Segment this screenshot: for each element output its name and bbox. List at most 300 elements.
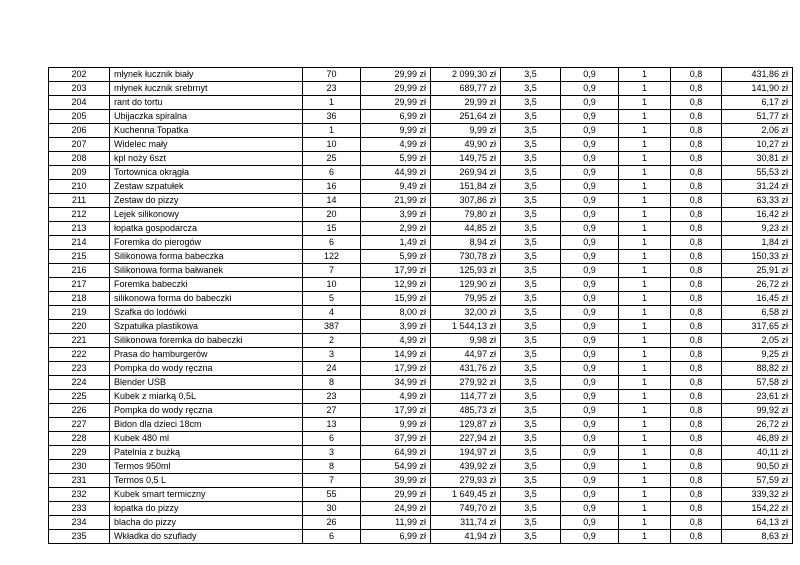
cell-row-number[interactable]: 214 [49, 236, 110, 250]
cell-row-number[interactable]: 223 [49, 362, 110, 376]
cell-product-name[interactable]: blacha do pizzy [110, 516, 303, 530]
cell-total-value[interactable]: 149,75 zł [431, 152, 501, 166]
cell-product-name[interactable]: Foremka do pierogów [110, 236, 303, 250]
cell-factor-b[interactable]: 0,9 [561, 222, 619, 236]
cell-quantity[interactable]: 8 [303, 376, 361, 390]
cell-total-value[interactable]: 79,80 zł [431, 208, 501, 222]
cell-product-name[interactable]: Pompka do wody ręczna [110, 362, 303, 376]
cell-total-value[interactable]: 311,74 zł [431, 516, 501, 530]
cell-row-number[interactable]: 235 [49, 530, 110, 544]
cell-factor-d[interactable]: 0,8 [671, 292, 722, 306]
cell-factor-d[interactable]: 0,8 [671, 278, 722, 292]
cell-unit-price[interactable]: 29,99 zł [361, 488, 431, 502]
cell-quantity[interactable]: 6 [303, 236, 361, 250]
cell-quantity[interactable]: 26 [303, 516, 361, 530]
cell-factor-c[interactable]: 1 [619, 334, 671, 348]
cell-product-name[interactable]: Kubek z miarką 0,5L [110, 390, 303, 404]
cell-unit-price[interactable]: 44,99 zł [361, 166, 431, 180]
cell-factor-d[interactable]: 0,8 [671, 152, 722, 166]
cell-result-value[interactable]: 57,59 zł [722, 474, 793, 488]
cell-unit-price[interactable]: 4,99 zł [361, 334, 431, 348]
cell-factor-d[interactable]: 0,8 [671, 110, 722, 124]
cell-product-name[interactable]: Prasa do hamburgerów [110, 348, 303, 362]
cell-factor-b[interactable]: 0,9 [561, 250, 619, 264]
cell-product-name[interactable]: Kubek smart termiczny [110, 488, 303, 502]
cell-factor-a[interactable]: 3,5 [501, 320, 561, 334]
cell-total-value[interactable]: 151,84 zł [431, 180, 501, 194]
cell-factor-b[interactable]: 0,9 [561, 166, 619, 180]
cell-result-value[interactable]: 63,33 zł [722, 194, 793, 208]
cell-product-name[interactable]: Silikonowa forma babeczka [110, 250, 303, 264]
cell-total-value[interactable]: 32,00 zł [431, 306, 501, 320]
cell-product-name[interactable]: Kuchenna Topatka [110, 124, 303, 138]
cell-total-value[interactable]: 125,93 zł [431, 264, 501, 278]
cell-row-number[interactable]: 233 [49, 502, 110, 516]
cell-factor-a[interactable]: 3,5 [501, 390, 561, 404]
cell-factor-d[interactable]: 0,8 [671, 432, 722, 446]
cell-total-value[interactable]: 2 099,30 zł [431, 68, 501, 82]
cell-factor-d[interactable]: 0,8 [671, 166, 722, 180]
cell-factor-c[interactable]: 1 [619, 124, 671, 138]
cell-row-number[interactable]: 213 [49, 222, 110, 236]
cell-factor-a[interactable]: 3,5 [501, 180, 561, 194]
cell-row-number[interactable]: 225 [49, 390, 110, 404]
cell-factor-b[interactable]: 0,9 [561, 152, 619, 166]
cell-row-number[interactable]: 207 [49, 138, 110, 152]
cell-total-value[interactable]: 279,93 zł [431, 474, 501, 488]
cell-factor-d[interactable]: 0,8 [671, 516, 722, 530]
cell-product-name[interactable]: Blender USB [110, 376, 303, 390]
cell-unit-price[interactable]: 3,99 zł [361, 208, 431, 222]
cell-factor-a[interactable]: 3,5 [501, 446, 561, 460]
cell-total-value[interactable]: 79,95 zł [431, 292, 501, 306]
cell-factor-c[interactable]: 1 [619, 208, 671, 222]
cell-product-name[interactable]: Szafka do lodówki [110, 306, 303, 320]
cell-row-number[interactable]: 212 [49, 208, 110, 222]
cell-row-number[interactable]: 215 [49, 250, 110, 264]
cell-quantity[interactable]: 25 [303, 152, 361, 166]
cell-product-name[interactable]: Pompka do wody ręczna [110, 404, 303, 418]
cell-total-value[interactable]: 689,77 zł [431, 82, 501, 96]
cell-total-value[interactable]: 431,76 zł [431, 362, 501, 376]
cell-factor-a[interactable]: 3,5 [501, 460, 561, 474]
cell-factor-a[interactable]: 3,5 [501, 306, 561, 320]
cell-unit-price[interactable]: 11,99 zł [361, 516, 431, 530]
cell-factor-b[interactable]: 0,9 [561, 418, 619, 432]
cell-quantity[interactable]: 3 [303, 446, 361, 460]
cell-unit-price[interactable]: 8,00 zł [361, 306, 431, 320]
cell-quantity[interactable]: 3 [303, 348, 361, 362]
cell-row-number[interactable]: 221 [49, 334, 110, 348]
cell-factor-b[interactable]: 0,9 [561, 432, 619, 446]
cell-factor-b[interactable]: 0,9 [561, 502, 619, 516]
cell-factor-b[interactable]: 0,9 [561, 320, 619, 334]
cell-factor-a[interactable]: 3,5 [501, 348, 561, 362]
cell-product-name[interactable]: Zestaw szpatułek [110, 180, 303, 194]
cell-factor-d[interactable]: 0,8 [671, 250, 722, 264]
cell-factor-c[interactable]: 1 [619, 306, 671, 320]
cell-factor-c[interactable]: 1 [619, 474, 671, 488]
cell-result-value[interactable]: 10,27 zł [722, 138, 793, 152]
cell-product-name[interactable]: Silikonowa foremka do babeczki [110, 334, 303, 348]
cell-total-value[interactable]: 307,86 zł [431, 194, 501, 208]
cell-factor-c[interactable]: 1 [619, 502, 671, 516]
cell-unit-price[interactable]: 2,99 zł [361, 222, 431, 236]
cell-factor-c[interactable]: 1 [619, 194, 671, 208]
cell-product-name[interactable]: łopatka gospodarcza [110, 222, 303, 236]
cell-factor-d[interactable]: 0,8 [671, 362, 722, 376]
cell-factor-b[interactable]: 0,9 [561, 138, 619, 152]
cell-product-name[interactable]: Widelec mały [110, 138, 303, 152]
cell-unit-price[interactable]: 1,49 zł [361, 236, 431, 250]
cell-result-value[interactable]: 64,13 zł [722, 516, 793, 530]
cell-quantity[interactable]: 6 [303, 432, 361, 446]
cell-total-value[interactable]: 114,77 zł [431, 390, 501, 404]
cell-unit-price[interactable]: 29,99 zł [361, 82, 431, 96]
cell-factor-c[interactable]: 1 [619, 82, 671, 96]
cell-total-value[interactable]: 41,94 zł [431, 530, 501, 544]
cell-quantity[interactable]: 2 [303, 334, 361, 348]
cell-quantity[interactable]: 55 [303, 488, 361, 502]
cell-factor-d[interactable]: 0,8 [671, 264, 722, 278]
cell-row-number[interactable]: 227 [49, 418, 110, 432]
cell-row-number[interactable]: 203 [49, 82, 110, 96]
cell-factor-b[interactable]: 0,9 [561, 82, 619, 96]
cell-factor-d[interactable]: 0,8 [671, 502, 722, 516]
cell-factor-c[interactable]: 1 [619, 152, 671, 166]
cell-result-value[interactable]: 6,17 zł [722, 96, 793, 110]
cell-factor-b[interactable]: 0,9 [561, 306, 619, 320]
cell-total-value[interactable]: 44,85 zł [431, 222, 501, 236]
cell-factor-a[interactable]: 3,5 [501, 516, 561, 530]
cell-quantity[interactable]: 4 [303, 306, 361, 320]
cell-quantity[interactable]: 30 [303, 502, 361, 516]
cell-factor-b[interactable]: 0,9 [561, 110, 619, 124]
cell-unit-price[interactable]: 3,99 zł [361, 320, 431, 334]
cell-total-value[interactable]: 749,70 zł [431, 502, 501, 516]
cell-row-number[interactable]: 208 [49, 152, 110, 166]
cell-unit-price[interactable]: 5,99 zł [361, 152, 431, 166]
cell-factor-a[interactable]: 3,5 [501, 208, 561, 222]
cell-factor-d[interactable]: 0,8 [671, 348, 722, 362]
cell-factor-b[interactable]: 0,9 [561, 180, 619, 194]
cell-unit-price[interactable]: 4,99 zł [361, 138, 431, 152]
cell-row-number[interactable]: 206 [49, 124, 110, 138]
cell-factor-a[interactable]: 3,5 [501, 250, 561, 264]
cell-row-number[interactable]: 232 [49, 488, 110, 502]
cell-quantity[interactable]: 16 [303, 180, 361, 194]
cell-result-value[interactable]: 40,11 zł [722, 446, 793, 460]
cell-factor-c[interactable]: 1 [619, 488, 671, 502]
cell-factor-d[interactable]: 0,8 [671, 418, 722, 432]
cell-factor-a[interactable]: 3,5 [501, 376, 561, 390]
cell-factor-d[interactable]: 0,8 [671, 208, 722, 222]
cell-factor-c[interactable]: 1 [619, 96, 671, 110]
cell-factor-c[interactable]: 1 [619, 138, 671, 152]
cell-factor-c[interactable]: 1 [619, 250, 671, 264]
cell-factor-a[interactable]: 3,5 [501, 362, 561, 376]
cell-factor-b[interactable]: 0,9 [561, 348, 619, 362]
cell-total-value[interactable]: 194,97 zł [431, 446, 501, 460]
cell-total-value[interactable]: 129,90 zł [431, 278, 501, 292]
cell-result-value[interactable]: 150,33 zł [722, 250, 793, 264]
cell-result-value[interactable]: 23,61 zł [722, 390, 793, 404]
cell-factor-a[interactable]: 3,5 [501, 432, 561, 446]
cell-unit-price[interactable]: 34,99 zł [361, 376, 431, 390]
cell-factor-c[interactable]: 1 [619, 278, 671, 292]
cell-quantity[interactable]: 23 [303, 82, 361, 96]
cell-unit-price[interactable]: 54,99 zł [361, 460, 431, 474]
cell-total-value[interactable]: 9,99 zł [431, 124, 501, 138]
cell-unit-price[interactable]: 15,99 zł [361, 292, 431, 306]
cell-factor-d[interactable]: 0,8 [671, 138, 722, 152]
cell-result-value[interactable]: 30,81 zł [722, 152, 793, 166]
cell-unit-price[interactable]: 17,99 zł [361, 362, 431, 376]
cell-total-value[interactable]: 29,99 zł [431, 96, 501, 110]
cell-factor-a[interactable]: 3,5 [501, 278, 561, 292]
cell-unit-price[interactable]: 39,99 zł [361, 474, 431, 488]
cell-quantity[interactable]: 36 [303, 110, 361, 124]
cell-factor-c[interactable]: 1 [619, 166, 671, 180]
cell-factor-b[interactable]: 0,9 [561, 264, 619, 278]
cell-row-number[interactable]: 230 [49, 460, 110, 474]
cell-quantity[interactable]: 15 [303, 222, 361, 236]
cell-quantity[interactable]: 387 [303, 320, 361, 334]
cell-row-number[interactable]: 210 [49, 180, 110, 194]
cell-result-value[interactable]: 88,82 zł [722, 362, 793, 376]
cell-factor-b[interactable]: 0,9 [561, 334, 619, 348]
cell-factor-c[interactable]: 1 [619, 68, 671, 82]
cell-factor-b[interactable]: 0,9 [561, 460, 619, 474]
cell-factor-d[interactable]: 0,8 [671, 320, 722, 334]
cell-product-name[interactable]: Tortownica okrągła [110, 166, 303, 180]
cell-result-value[interactable]: 51,77 zł [722, 110, 793, 124]
cell-unit-price[interactable]: 4,99 zł [361, 390, 431, 404]
cell-row-number[interactable]: 219 [49, 306, 110, 320]
cell-unit-price[interactable]: 64,99 zł [361, 446, 431, 460]
cell-factor-c[interactable]: 1 [619, 222, 671, 236]
cell-row-number[interactable]: 211 [49, 194, 110, 208]
cell-factor-b[interactable]: 0,9 [561, 488, 619, 502]
cell-result-value[interactable]: 2,06 zł [722, 124, 793, 138]
cell-product-name[interactable]: Patelnia z bużką [110, 446, 303, 460]
cell-product-name[interactable]: Ubijaczka spiralna [110, 110, 303, 124]
cell-factor-c[interactable]: 1 [619, 530, 671, 544]
cell-total-value[interactable]: 485,73 zł [431, 404, 501, 418]
cell-row-number[interactable]: 209 [49, 166, 110, 180]
cell-quantity[interactable]: 1 [303, 124, 361, 138]
cell-unit-price[interactable]: 37,99 zł [361, 432, 431, 446]
cell-quantity[interactable]: 7 [303, 264, 361, 278]
cell-row-number[interactable]: 220 [49, 320, 110, 334]
cell-result-value[interactable]: 46,89 zł [722, 432, 793, 446]
cell-result-value[interactable]: 16,42 zł [722, 208, 793, 222]
cell-factor-c[interactable]: 1 [619, 180, 671, 194]
cell-total-value[interactable]: 8,94 zł [431, 236, 501, 250]
cell-factor-a[interactable]: 3,5 [501, 292, 561, 306]
cell-factor-a[interactable]: 3,5 [501, 166, 561, 180]
cell-product-name[interactable]: młynek łucznik srebrnyt [110, 82, 303, 96]
cell-product-name[interactable]: kpl noży 6szt [110, 152, 303, 166]
cell-quantity[interactable]: 10 [303, 278, 361, 292]
cell-quantity[interactable]: 23 [303, 390, 361, 404]
cell-unit-price[interactable]: 17,99 zł [361, 404, 431, 418]
cell-result-value[interactable]: 25,91 zł [722, 264, 793, 278]
cell-product-name[interactable]: Termos 0,5 L [110, 474, 303, 488]
cell-result-value[interactable]: 26,72 zł [722, 418, 793, 432]
cell-quantity[interactable]: 20 [303, 208, 361, 222]
cell-product-name[interactable]: Zestaw do pizzy [110, 194, 303, 208]
cell-factor-a[interactable]: 3,5 [501, 530, 561, 544]
cell-factor-a[interactable]: 3,5 [501, 502, 561, 516]
cell-factor-a[interactable]: 3,5 [501, 488, 561, 502]
cell-factor-d[interactable]: 0,8 [671, 96, 722, 110]
cell-factor-b[interactable]: 0,9 [561, 236, 619, 250]
cell-factor-b[interactable]: 0,9 [561, 194, 619, 208]
cell-factor-a[interactable]: 3,5 [501, 264, 561, 278]
cell-row-number[interactable]: 205 [49, 110, 110, 124]
cell-quantity[interactable]: 6 [303, 166, 361, 180]
cell-factor-d[interactable]: 0,8 [671, 194, 722, 208]
cell-product-name[interactable]: Foremka babeczki [110, 278, 303, 292]
cell-unit-price[interactable]: 9,99 zł [361, 124, 431, 138]
cell-factor-d[interactable]: 0,8 [671, 236, 722, 250]
cell-factor-c[interactable]: 1 [619, 348, 671, 362]
cell-result-value[interactable]: 339,32 zł [722, 488, 793, 502]
cell-row-number[interactable]: 204 [49, 96, 110, 110]
cell-factor-a[interactable]: 3,5 [501, 222, 561, 236]
cell-factor-d[interactable]: 0,8 [671, 460, 722, 474]
cell-product-name[interactable]: silikonowa forma do babeczki [110, 292, 303, 306]
cell-unit-price[interactable]: 9,99 zł [361, 418, 431, 432]
cell-factor-d[interactable]: 0,8 [671, 82, 722, 96]
cell-result-value[interactable]: 141,90 zł [722, 82, 793, 96]
cell-factor-c[interactable]: 1 [619, 432, 671, 446]
cell-quantity[interactable]: 27 [303, 404, 361, 418]
cell-row-number[interactable]: 228 [49, 432, 110, 446]
cell-factor-c[interactable]: 1 [619, 460, 671, 474]
cell-product-name[interactable]: Wkładka do szuflady [110, 530, 303, 544]
cell-quantity[interactable]: 13 [303, 418, 361, 432]
cell-factor-d[interactable]: 0,8 [671, 68, 722, 82]
cell-row-number[interactable]: 222 [49, 348, 110, 362]
cell-quantity[interactable]: 70 [303, 68, 361, 82]
cell-quantity[interactable]: 6 [303, 530, 361, 544]
cell-factor-c[interactable]: 1 [619, 362, 671, 376]
cell-result-value[interactable]: 16,45 zł [722, 292, 793, 306]
cell-factor-d[interactable]: 0,8 [671, 530, 722, 544]
cell-factor-c[interactable]: 1 [619, 418, 671, 432]
cell-factor-c[interactable]: 1 [619, 320, 671, 334]
cell-quantity[interactable]: 14 [303, 194, 361, 208]
cell-total-value[interactable]: 269,94 zł [431, 166, 501, 180]
cell-factor-c[interactable]: 1 [619, 446, 671, 460]
cell-result-value[interactable]: 2,05 zł [722, 334, 793, 348]
cell-factor-c[interactable]: 1 [619, 404, 671, 418]
cell-total-value[interactable]: 439,92 zł [431, 460, 501, 474]
cell-row-number[interactable]: 217 [49, 278, 110, 292]
cell-quantity[interactable]: 122 [303, 250, 361, 264]
cell-factor-d[interactable]: 0,8 [671, 404, 722, 418]
cell-factor-d[interactable]: 0,8 [671, 488, 722, 502]
cell-factor-c[interactable]: 1 [619, 264, 671, 278]
cell-total-value[interactable]: 1 649,45 zł [431, 488, 501, 502]
cell-row-number[interactable]: 216 [49, 264, 110, 278]
cell-factor-a[interactable]: 3,5 [501, 152, 561, 166]
cell-result-value[interactable]: 431,86 zł [722, 68, 793, 82]
cell-factor-c[interactable]: 1 [619, 376, 671, 390]
cell-result-value[interactable]: 26,72 zł [722, 278, 793, 292]
cell-result-value[interactable]: 55,53 zł [722, 166, 793, 180]
cell-quantity[interactable]: 1 [303, 96, 361, 110]
cell-factor-b[interactable]: 0,9 [561, 516, 619, 530]
cell-factor-b[interactable]: 0,9 [561, 124, 619, 138]
cell-total-value[interactable]: 49,90 zł [431, 138, 501, 152]
cell-factor-c[interactable]: 1 [619, 110, 671, 124]
cell-factor-a[interactable]: 3,5 [501, 404, 561, 418]
cell-factor-a[interactable]: 3,5 [501, 194, 561, 208]
cell-unit-price[interactable]: 6,99 zł [361, 530, 431, 544]
cell-unit-price[interactable]: 9,49 zł [361, 180, 431, 194]
cell-factor-b[interactable]: 0,9 [561, 376, 619, 390]
cell-factor-d[interactable]: 0,8 [671, 334, 722, 348]
cell-factor-d[interactable]: 0,8 [671, 446, 722, 460]
cell-factor-d[interactable]: 0,8 [671, 222, 722, 236]
cell-factor-a[interactable]: 3,5 [501, 82, 561, 96]
cell-quantity[interactable]: 7 [303, 474, 361, 488]
cell-factor-b[interactable]: 0,9 [561, 446, 619, 460]
cell-factor-d[interactable]: 0,8 [671, 376, 722, 390]
cell-factor-d[interactable]: 0,8 [671, 180, 722, 194]
cell-factor-d[interactable]: 0,8 [671, 306, 722, 320]
cell-product-name[interactable]: Termos 950ml [110, 460, 303, 474]
cell-row-number[interactable]: 218 [49, 292, 110, 306]
cell-product-name[interactable]: łopatka do pizzy [110, 502, 303, 516]
cell-quantity[interactable]: 8 [303, 460, 361, 474]
cell-product-name[interactable]: Silikonowa forma bałwanek [110, 264, 303, 278]
cell-result-value[interactable]: 154,22 zł [722, 502, 793, 516]
cell-factor-d[interactable]: 0,8 [671, 390, 722, 404]
cell-row-number[interactable]: 234 [49, 516, 110, 530]
cell-factor-a[interactable]: 3,5 [501, 334, 561, 348]
cell-unit-price[interactable]: 29,99 zł [361, 96, 431, 110]
cell-unit-price[interactable]: 14,99 zł [361, 348, 431, 362]
cell-factor-a[interactable]: 3,5 [501, 96, 561, 110]
cell-row-number[interactable]: 231 [49, 474, 110, 488]
cell-result-value[interactable]: 99,92 zł [722, 404, 793, 418]
cell-unit-price[interactable]: 6,99 zł [361, 110, 431, 124]
cell-unit-price[interactable]: 5,99 zł [361, 250, 431, 264]
cell-total-value[interactable]: 227,94 zł [431, 432, 501, 446]
cell-total-value[interactable]: 129,87 zł [431, 418, 501, 432]
cell-factor-b[interactable]: 0,9 [561, 292, 619, 306]
cell-product-name[interactable]: Kubek 480 ml [110, 432, 303, 446]
cell-result-value[interactable]: 90,50 zł [722, 460, 793, 474]
cell-quantity[interactable]: 10 [303, 138, 361, 152]
cell-quantity[interactable]: 24 [303, 362, 361, 376]
cell-product-name[interactable]: młynek łucznik biały [110, 68, 303, 82]
cell-factor-a[interactable]: 3,5 [501, 68, 561, 82]
cell-total-value[interactable]: 1 544,13 zł [431, 320, 501, 334]
cell-factor-d[interactable]: 0,8 [671, 124, 722, 138]
cell-result-value[interactable]: 57,58 zł [722, 376, 793, 390]
cell-product-name[interactable]: Bidon dla dzieci 18cm [110, 418, 303, 432]
cell-total-value[interactable]: 9,98 zł [431, 334, 501, 348]
cell-factor-d[interactable]: 0,8 [671, 474, 722, 488]
cell-factor-b[interactable]: 0,9 [561, 96, 619, 110]
cell-unit-price[interactable]: 24,99 zł [361, 502, 431, 516]
cell-row-number[interactable]: 202 [49, 68, 110, 82]
